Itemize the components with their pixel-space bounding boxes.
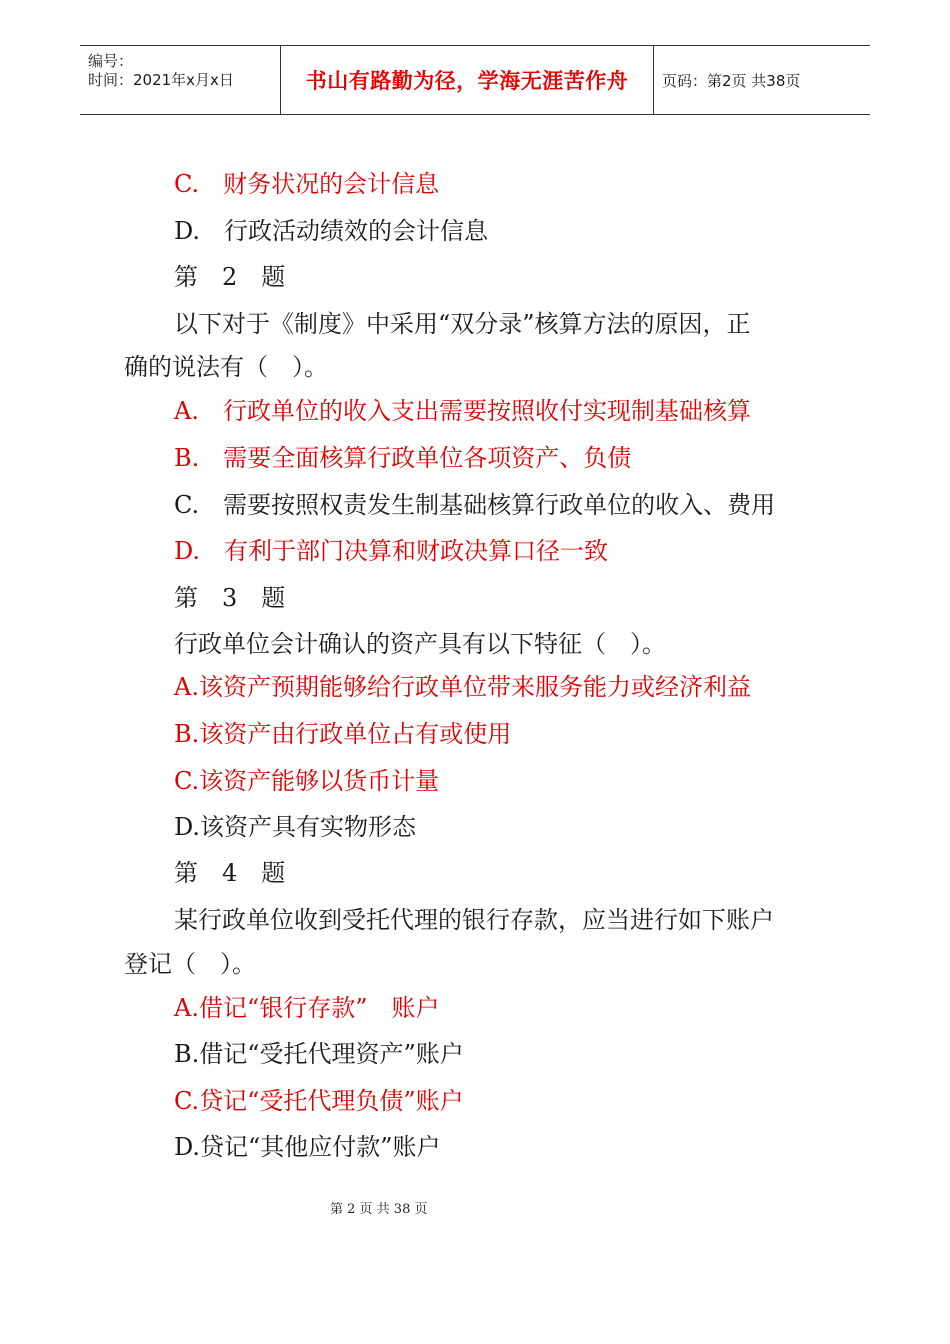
- question-text: 以下对于《制度》中采用“双分录”核算方法的原因，正: [174, 310, 751, 338]
- option-line: D.该资产具有实物形态: [174, 813, 417, 841]
- option-line: D. 有利于部门决算和财政决算口径一致: [174, 537, 609, 565]
- option-line: B.借记“受托代理资产”账户: [174, 1040, 464, 1068]
- header-motto-cell: [280, 46, 654, 114]
- question-heading: 第 4 题: [174, 859, 286, 887]
- page-footer: 第 2 页 共 38 页: [330, 1202, 428, 1217]
- option-line: B.该资产由行政单位占有或使用: [174, 720, 512, 748]
- question-text: 行政单位会计确认的资产具有以下特征（ ）。: [174, 630, 666, 658]
- document-time-label: 时间：2021年x月x日: [88, 71, 234, 89]
- header-page-cell: [654, 46, 870, 114]
- option-line: D.贷记“其他应付款”账户: [174, 1133, 441, 1161]
- page-header: [80, 45, 870, 115]
- option-line: C. 需要按照权责发生制基础核算行政单位的收入、费用: [174, 491, 776, 519]
- option-line: A. 行政单位的收入支出需要按照收付实现制基础核算: [174, 397, 751, 425]
- header-motto: 书山有路勤为径，学海无涯苦作舟: [305, 68, 629, 93]
- option-line: A.该资产预期能够给行政单位带来服务能力或经济利益: [174, 673, 751, 701]
- document-number-label: 编号：: [88, 52, 134, 70]
- question-text: 登记（ ）。: [124, 950, 256, 978]
- option-line: A.借记“银行存款” 账户: [174, 994, 440, 1022]
- header-meta: [80, 46, 280, 114]
- line-1: C. 财务状况的会计信息: [174, 170, 440, 198]
- option-line: C.该资产能够以货币计量: [174, 767, 440, 795]
- question-heading: 第 3 题: [174, 584, 286, 612]
- question-heading: 第 2 题: [174, 263, 286, 291]
- option-line: C.贷记“受托代理负债”账户: [174, 1087, 464, 1115]
- question-text: 某行政单位收到受托代理的银行存款，应当进行如下账户: [174, 906, 774, 934]
- question-text: 确的说法有（ ）。: [124, 353, 328, 381]
- option-line: B. 需要全面核算行政单位各项资产、负债: [174, 444, 632, 472]
- header-page-info: 页码：第2页 共38页: [662, 71, 801, 90]
- line-2: D. 行政活动绩效的会计信息: [174, 217, 489, 245]
